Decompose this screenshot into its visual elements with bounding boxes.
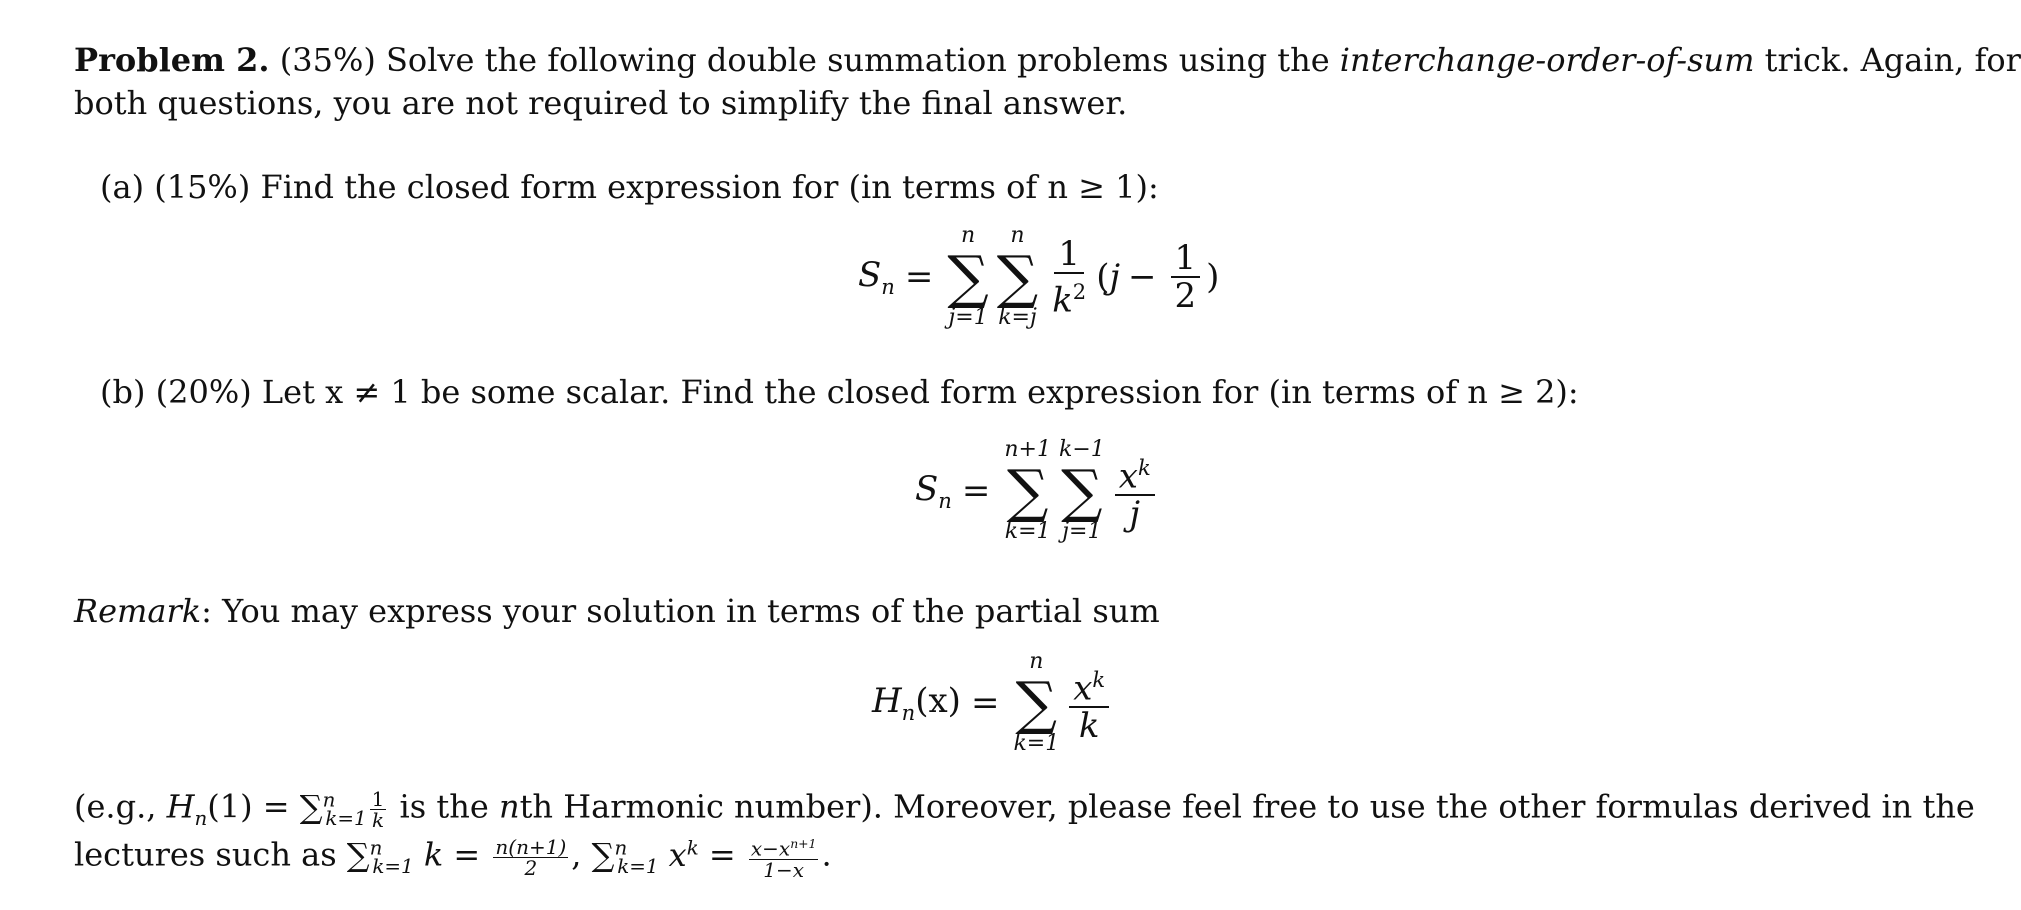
text-eg: (e.g., xyxy=(74,787,167,826)
trick-name: interchange-order-of-sum xyxy=(1339,41,1755,79)
part-a-prompt xyxy=(100,167,1159,207)
eq-r-equals: = xyxy=(970,683,1000,723)
eq-a-paren-close: ) xyxy=(1206,257,1220,297)
part-a-label: (a) xyxy=(100,168,145,206)
eq-b-equals: = xyxy=(961,471,991,511)
remark-text: : You may express your solution in terms of the partial sum xyxy=(201,592,1160,630)
inline-sum-2: ∑$^n_{k=1}$ xyxy=(346,835,414,879)
inline-sum-1: ∑$^n_{k=1}$ xyxy=(299,787,367,831)
text-H-sub: n xyxy=(194,807,208,831)
eq-a-paren-open: ( xyxy=(1096,257,1110,297)
inline-sum-3: ∑$^n_{k=1}$ xyxy=(591,835,659,879)
part-b-text: Let x ≠ 1 be some scalar. Find the closed form expression for (in terms of n ≥ 2): xyxy=(261,373,1579,411)
text-n: n xyxy=(498,787,520,826)
eq-a-j: j xyxy=(1109,257,1121,297)
text-xk: $x^k$ xyxy=(668,835,699,874)
eq-a-minus: − xyxy=(1128,257,1157,297)
part-a-weight: (15%) xyxy=(154,168,251,206)
equation-b xyxy=(915,438,1161,544)
eq-r-sum: n ∑ k=1 xyxy=(1013,649,1060,756)
eq-a-lhs: $S_n$ xyxy=(858,255,895,299)
inline-frac-1: $\frac{1}{k}$ xyxy=(371,786,385,832)
text-H: H xyxy=(166,787,195,826)
remark-example-line2 xyxy=(74,828,832,887)
text-eq: = xyxy=(698,835,746,874)
equation-a xyxy=(858,224,1219,330)
eq-b-fraction: $\frac{x^k}{j}$ xyxy=(1115,450,1155,532)
text-period: . xyxy=(821,835,832,874)
text-harmonic: th Harmonic number). Moreover, please feel free to use the other formulas derived in the xyxy=(519,787,1975,826)
remark-label: Remark xyxy=(74,592,202,630)
text-comma: , xyxy=(571,835,592,874)
text-k-eq: k = xyxy=(413,835,491,874)
part-b-prompt xyxy=(100,372,1579,412)
eq-a-half: $\frac{1}{2}$ xyxy=(1171,240,1201,314)
text-arg: (1) = xyxy=(207,787,300,826)
eq-a-fraction: $\frac{1}{k^2}$ xyxy=(1052,233,1087,321)
eq-b-sum-j: k−1 ∑ j=1 xyxy=(1058,437,1105,544)
eq-b-lhs: $S_n$ xyxy=(915,469,952,513)
problem-intro-line1 xyxy=(74,40,2021,80)
part-a-text: Find the closed form expression for (in terms of n ≥ 1): xyxy=(260,168,1159,206)
eq-r-fraction: $\frac{x^k}{k}$ xyxy=(1069,662,1109,744)
eq-a-sum-k: n ∑ k=j xyxy=(996,223,1039,330)
problem-heading: Problem 2. xyxy=(74,41,270,79)
eq-b-sum-k: n+1 ∑ k=1 xyxy=(1004,437,1051,544)
inline-frac-3: $\frac{x-x^{n+1}}{1-x}$ xyxy=(750,836,817,882)
problem-intro-text: Solve the following double summation problems using the xyxy=(386,41,1330,79)
eq-r-lhs: $H_n(x)$ xyxy=(872,681,961,725)
eq-a-equals: = xyxy=(904,257,934,297)
eq-a-sum-j: n ∑ j=1 xyxy=(947,223,989,330)
inline-frac-2: $\frac{n(n+1)}{2}$ xyxy=(495,834,567,880)
remark-line xyxy=(74,591,1160,631)
equation-remark xyxy=(872,650,1115,756)
problem-intro-text-2: trick. Again, for xyxy=(1764,41,2021,79)
text-lectures: lectures such as xyxy=(74,835,347,874)
problem-weight: (35%) xyxy=(279,41,376,79)
problem-intro-line2: both questions, you are not required to simplify the final answer. xyxy=(74,84,1128,122)
text-is-the: is the xyxy=(389,787,499,826)
part-b-label: (b) xyxy=(100,373,146,411)
part-b-weight: (20%) xyxy=(155,373,252,411)
